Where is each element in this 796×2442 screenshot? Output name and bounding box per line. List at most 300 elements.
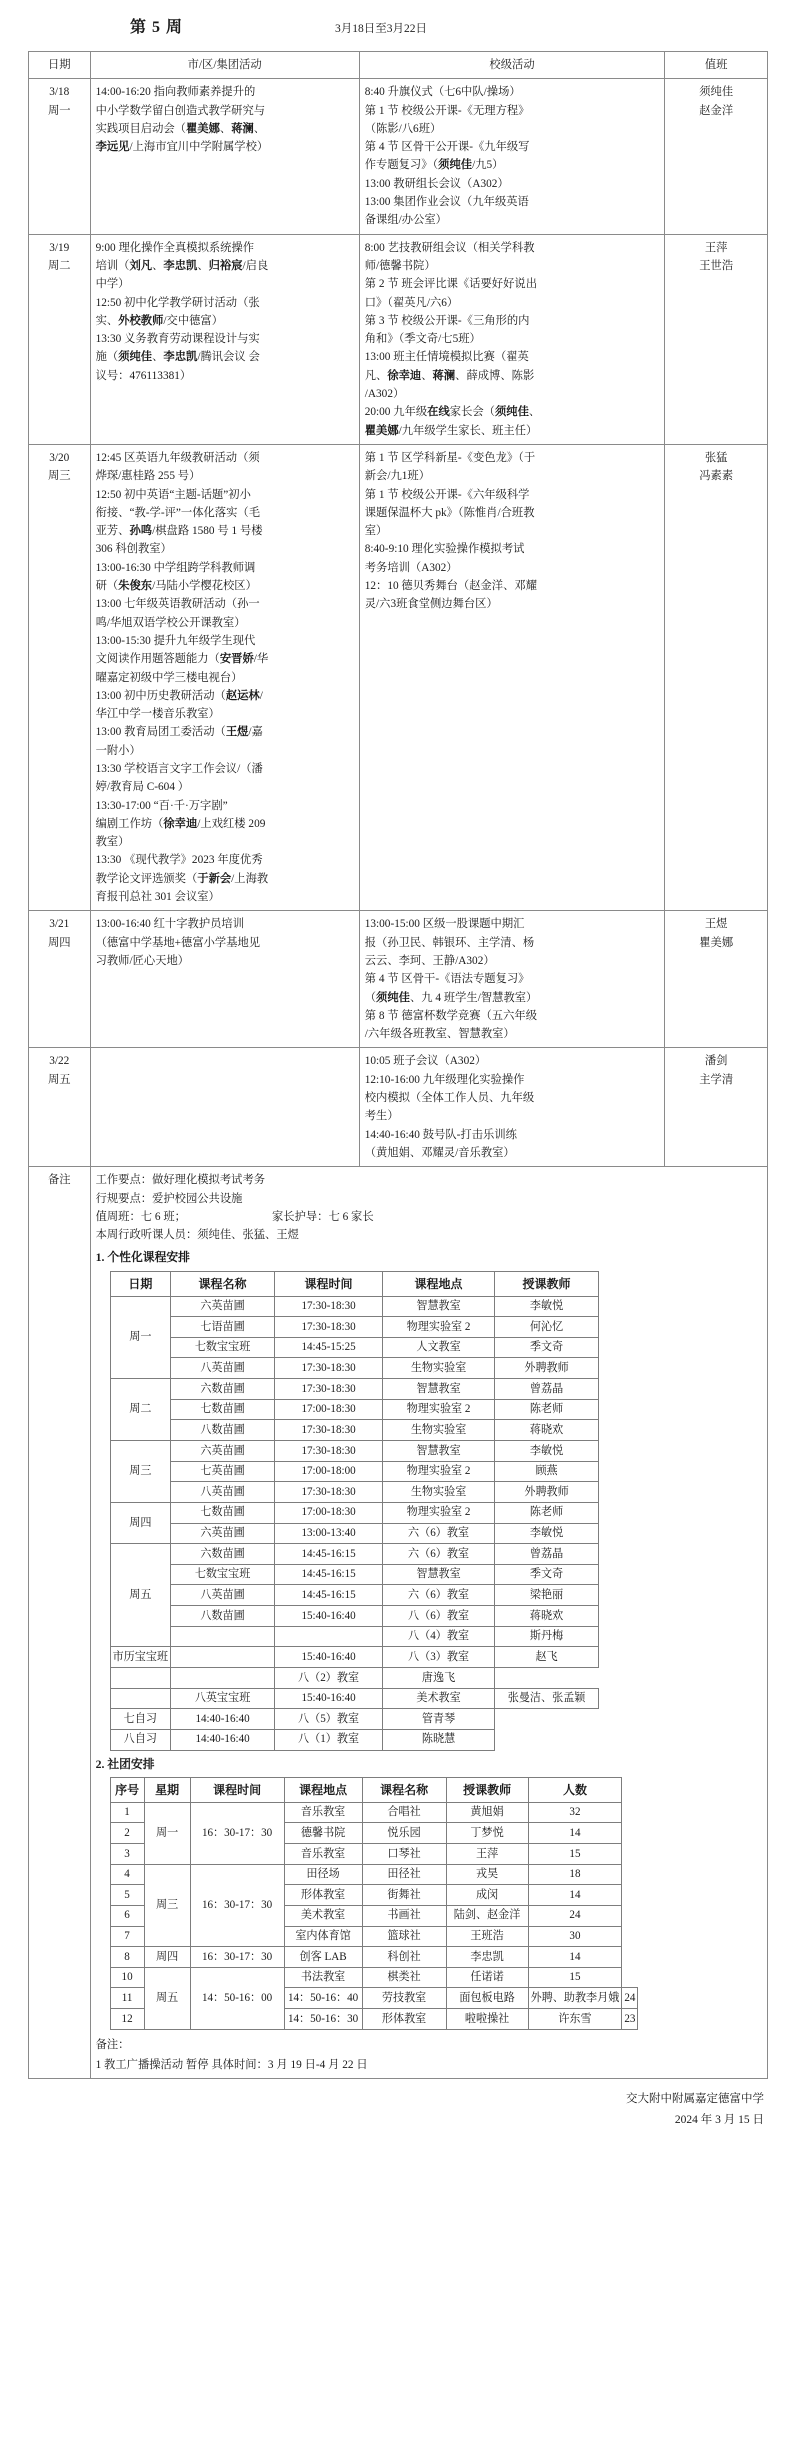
pc-course-time: 17:30-18:30 [275,1296,383,1317]
pc-course-place: 智慧教室 [383,1379,495,1400]
activity-line: 13:00-16:30 中学组跨学科教师调 [95,561,256,574]
club-no: 12 [110,2009,144,2030]
pc-course-time [171,1668,275,1689]
pc-course-place: 生物实验室 [383,1420,495,1441]
pc-day: 周四 [110,1502,170,1543]
pc-row [110,1317,598,1338]
activity-line: 凡、徐幸迪、蒋澜、薛成博、陈影 [364,369,535,382]
notes-tail-line: 1 教工广播操活动 暂停 具体时间：3 月 19 日-4 月 22 日 [95,2058,368,2071]
pc-course-teacher: 唐逸飞 [383,1668,495,1689]
pc-day: 周五 [110,1544,170,1647]
weekday-line: 周二 [47,259,71,272]
club-count: 15 [528,1967,622,1988]
club-count: 24 [622,1988,638,2009]
pc-column-header-3: 课程地点 [383,1271,495,1296]
activity-line: （须纯佳、九 4 班学生/智慧教室） [364,991,538,1004]
duty-person: 潘剑 [704,1055,728,1068]
pc-course-name: 八数苗圃 [171,1606,275,1627]
activity-line: （陈影/八6班） [364,122,442,135]
club-no: 6 [110,1905,144,1926]
club-column-header-3: 课程地点 [284,1777,362,1802]
club-no: 10 [110,1967,144,1988]
activity-line: 作专题复习》（须纯佳/九5） [364,159,504,172]
pc-course-name: 七语苗圃 [171,1317,275,1338]
school-activities-cell [359,1048,665,1167]
pc-course-name: 六数苗圃 [171,1544,275,1565]
activity-line: 烨琛/惠桂路 255 号） [95,470,201,483]
club-count: 18 [528,1864,622,1885]
pc-course-place: 生物实验室 [383,1482,495,1503]
club-column-header-0: 序号 [110,1777,144,1802]
club-count: 32 [528,1802,622,1823]
pc-course-time: 17:00-18:00 [275,1461,383,1482]
city-activities-cell [90,911,359,1048]
activity-line: 10:05 班子会议（A302） [364,1055,487,1068]
pc-column-header-1: 课程名称 [171,1271,275,1296]
pc-course-name: 七数苗圃 [171,1502,275,1523]
personalized-courses-title: 1. 个性化课程安排 [95,1250,190,1265]
activity-line: 14:40-16:40 鼓号队-打击乐训练 [364,1128,517,1141]
pc-course-name: 八英宝宝班 [171,1688,275,1709]
activity-line: 20:00 九年级在线家长会（须纯佳、 [364,406,541,419]
duty-person: 王世浩 [699,259,734,272]
activity-line: 师/德馨书院） [364,259,436,272]
duty-person: 主学清 [699,1073,734,1086]
club-name: 街舞社 [362,1885,446,1906]
pc-row [110,1585,598,1606]
pc-row [110,1668,598,1689]
activity-line: 亚芳、孙鸣/棋盘路 1580 号 1 号楼 [95,525,263,538]
club-column-header-4: 课程名称 [362,1777,446,1802]
activity-line: 一附小） [95,744,141,757]
club-teacher: 李忠凯 [446,1947,528,1968]
activity-line: 13:00-15:30 提升九年级学生现代 [95,634,256,647]
activity-line: 婷/教育局 C-604 ） [95,781,190,794]
pc-course-place: 六（6）教室 [383,1544,495,1565]
activity-line: 中学） [95,278,130,291]
pc-course-place: 六（6）教室 [383,1585,495,1606]
activity-line: 13:00 教研组长会议（A302） [364,177,509,190]
pc-course-teacher: 陈老师 [495,1399,599,1420]
activity-line: 13:00-16:40 红十字教护员培训 [95,918,245,931]
pc-course-place: 六（6）教室 [383,1523,495,1544]
table-row [29,911,768,1048]
activity-line: 议号：476113381） [95,369,192,382]
pc-course-place: 物理实验室 2 [383,1502,495,1523]
pc-course-time: 15:40-16:40 [275,1647,383,1668]
activity-line: 第 1 节 区学科新星-《变色龙》（于 [364,451,536,464]
activity-line: 306 科创教室） [95,543,172,556]
pc-course-name: 七数宝宝班 [171,1337,275,1358]
club-time: 16：30-17：30 [190,1802,284,1864]
pc-course-place: 物理实验室 2 [383,1399,495,1420]
pc-row [110,1296,598,1317]
pc-course-teacher: 陈晓慧 [383,1729,495,1750]
pc-course-time: 14:40-16:40 [171,1729,275,1750]
activity-line: 13:00 班主任情境模拟比赛（翟英 [364,351,529,364]
pc-day: 周三 [110,1441,170,1503]
club-place: 美术教室 [284,1905,362,1926]
pc-course-place: 八（2）教室 [275,1668,383,1689]
activity-line: 中小学数学留白创造式教学研究与 [95,104,266,117]
activity-line: 课题保温杯大 pk》（陈惟肖/合班教 [364,506,535,519]
activity-line: 编剧工作坊（徐幸迪/上戏红楼 209 [95,817,266,830]
page-title: 第 5 周 [130,19,184,36]
pc-course-name: 六数苗圃 [171,1379,275,1400]
activity-line: 室） [364,525,388,538]
pc-row [110,1420,598,1441]
activity-line: 培训（刘凡、李忠凯、归裕宸/启良 [95,259,269,272]
activity-line: 校内模拟（全体工作人员、九年级 [364,1092,535,1105]
activity-line: 13:00 集团作业会议（九年级英语 [364,196,529,209]
activity-line: 第 8 节 德富杯数学竞赛（五六年级 [364,1009,537,1022]
pc-row [110,1688,598,1709]
pc-course-teacher: 蒋晓欢 [495,1420,599,1441]
club-place: 创客 LAB [284,1947,362,1968]
pc-course-name: 七数宝宝班 [171,1564,275,1585]
duty-cell [665,911,768,1048]
pc-course-teacher: 梁艳丽 [495,1585,599,1606]
activity-line: 教学论文评选颁奖（于新会/上海教 [95,872,269,885]
club-count: 30 [528,1926,622,1947]
club-row [110,1864,638,1885]
clubs-title: 2. 社团安排 [95,1756,155,1771]
footer-date: 2024 年 3 月 15 日 [674,2113,764,2126]
pc-course-time: 14:45-15:25 [275,1337,383,1358]
pc-course-name [110,1668,170,1689]
activity-line: 第 4 节 区骨干公开课-《九年级写 [364,141,530,154]
club-column-header-5: 授课教师 [446,1777,528,1802]
table-row [29,79,768,234]
club-no: 7 [110,1926,144,1947]
date-cell [29,234,91,444]
club-no: 2 [110,1823,144,1844]
date-cell [29,79,91,234]
pc-course-teacher: 李敏悦 [495,1523,599,1544]
duty-class-line: 值周班：七 6 班； 家长护导：七 6 家长 [95,1210,374,1223]
club-name: 啦啦操社 [446,2009,528,2030]
pc-day [110,1688,170,1709]
activity-line: 第 1 节 校级公开课-《六年级科学 [364,488,530,501]
pc-course-time: 17:00-18:30 [275,1399,383,1420]
pc-course-name [171,1626,275,1647]
pc-course-time: 15:40-16:40 [275,1606,383,1627]
pc-course-teacher: 曾荔晶 [495,1544,599,1565]
activity-line: 第 2 节 班会评比课《话要好好说出 [364,278,537,291]
footer-school-name: 交大附中附属嘉定德富中学 [626,2092,764,2105]
date-line: 3/22 [49,1055,70,1068]
date-range: 3月18日至3月22日 [335,23,428,35]
pc-column-header-0: 日期 [110,1271,170,1296]
pc-course-place: 美术教室 [383,1688,495,1709]
activity-line: 13:00-15:00 区级一股课题中期汇 [364,918,525,931]
activity-line: 灵/六3班食堂侧边舞台区） [364,598,498,611]
pc-row [110,1729,598,1750]
activity-line: 13:30-17:00 “百·千·万字剧” [95,799,228,812]
club-place: 形体教室 [362,2009,446,2030]
pc-course-name: 八数苗圃 [171,1420,275,1441]
club-teacher: 王萍 [446,1844,528,1865]
club-count: 14 [528,1947,622,1968]
activity-line: /A302） [364,388,405,401]
club-teacher: 成闵 [446,1885,528,1906]
pc-course-time: 17:30-18:30 [275,1317,383,1338]
activity-line: 12：10 德贝秀舞台（赵金洋、邓耀 [364,580,537,593]
city-activities-cell [90,234,359,444]
activity-line: 备课组/办公室） [364,214,447,227]
city-activities-cell [90,1048,359,1167]
activity-line: 8:40 升旗仪式（七6中队/操场） [364,86,521,99]
club-name: 书画社 [362,1905,446,1926]
activity-line: 文阅读作用题答题能力（安晋娇/华 [95,653,269,666]
pc-row [110,1358,598,1379]
pc-course-name: 七数苗圃 [171,1399,275,1420]
table-header-row [110,1271,598,1296]
activity-line: 角和》（季文奇/七5班） [364,333,481,346]
duty-person: 王萍 [704,241,728,254]
duty-cell [665,234,768,444]
pc-course-name: 七自习 [110,1709,170,1730]
activity-line: 13:30 《现代教学》2023 年度优秀 [95,854,263,867]
city-activities-cell [90,444,359,910]
activity-line: 云云、李珂、王静/A302） [364,954,495,967]
duty-cell [665,444,768,910]
pc-course-teacher: 蒋晓欢 [495,1606,599,1627]
table-row [29,234,768,444]
activity-line: 12:10-16:00 九年级理化实验操作 [364,1073,525,1086]
pc-course-place: 智慧教室 [383,1441,495,1462]
pc-course-teacher: 外聘教师 [495,1482,599,1503]
activity-line: 第 1 节 校级公开课-《无理方程》 [364,104,530,117]
weekday-line: 周三 [47,470,71,483]
club-place: 书法教室 [284,1967,362,1988]
pc-course-teacher: 张曼洁、张孟颖 [495,1688,599,1709]
clubs-table [110,1777,639,2030]
club-teacher: 外聘、助教李月娥 [528,1988,622,2009]
duty-person: 张猛 [704,451,728,464]
date-cell [29,911,91,1048]
club-time: 16：30-17：30 [190,1864,284,1947]
school-activities-cell [359,911,665,1048]
pc-course-time: 17:30-18:30 [275,1420,383,1441]
pc-course-time: 17:30-18:30 [275,1379,383,1400]
note-line: 行规要点：爱护校园公共设施 [95,1192,243,1205]
activity-line: 第 3 节 校级公开课-《三角形的内 [364,314,530,327]
date-line: 3/19 [49,241,70,254]
club-name: 田径社 [362,1864,446,1885]
pc-row [110,1709,598,1730]
pc-course-time: 17:30-18:30 [275,1482,383,1503]
activity-line: 9:00 理化操作全真模拟系统操作 [95,241,255,254]
duty-person: 冯素素 [699,470,734,483]
club-place: 德馨书院 [284,1823,362,1844]
activity-line: 报（孙卫民、韩银环、主学清、杨 [364,936,535,949]
club-row [110,1967,638,1988]
activity-line: 研（朱俊东/马陆小学樱花校区） [95,580,257,593]
activity-line: （黄旭娟、邓耀灵/音乐教室） [364,1146,515,1159]
personalized-courses-table [110,1271,599,1751]
activity-line: 13:30 义务教育劳动课程设计与实 [95,333,260,346]
date-line: 3/21 [49,918,70,931]
pc-row [110,1441,598,1462]
activity-line: 衔接、“教-学-评”一体化落实（毛 [95,506,260,519]
pc-course-teacher: 何沁忆 [495,1317,599,1338]
weekday-line: 周一 [47,104,71,117]
pc-course-place: 人文教室 [383,1337,495,1358]
activity-line: （德富中学基地+德富小学基地见 [95,936,261,949]
activity-line: 口》（翟英凡/六6） [364,296,459,309]
club-place: 音乐教室 [284,1802,362,1823]
pc-course-time: 15:40-16:40 [275,1688,383,1709]
activity-line: 13:00 初中历史教研活动（赵运林/ [95,689,263,702]
activity-line: 考生） [364,1110,399,1123]
club-column-header-6: 人数 [528,1777,622,1802]
pc-course-name [171,1647,275,1668]
pc-course-place: 八（1）教室 [275,1729,383,1750]
pc-course-teacher: 赵飞 [495,1647,599,1668]
notes-tail-title: 备注： [95,2038,130,2051]
pc-row [110,1606,598,1627]
club-place: 田径场 [284,1864,362,1885]
activity-line: 华江中学一楼音乐教室） [95,708,220,721]
pc-column-header-2: 课程时间 [275,1271,383,1296]
pc-row [110,1461,598,1482]
pc-course-teacher: 曾荔晶 [495,1379,599,1400]
pc-course-time [275,1626,383,1647]
pc-course-place: 智慧教室 [383,1296,495,1317]
pc-row [110,1337,598,1358]
club-name: 口琴社 [362,1844,446,1865]
club-place: 劳技教室 [362,1988,446,2009]
pc-row [110,1379,598,1400]
admin-observers-line: 本周行政听课人员：须纯佳、张猛、王煜 [95,1229,299,1242]
club-teacher: 戎昊 [446,1864,528,1885]
pc-course-teacher: 外聘教师 [495,1358,599,1379]
date-line: 3/18 [49,86,70,99]
activity-line: 8:40-9:10 理化实验操作模拟考试 [364,543,525,556]
activity-line: 实践项目启动会（瞿美娜、蒋澜、 [95,122,266,135]
club-place: 室内体育馆 [284,1926,362,1947]
club-teacher: 丁梦悦 [446,1823,528,1844]
note-line: 工作要点：做好理化模拟考试考务 [95,1174,266,1187]
table-row [29,1048,768,1167]
document-header [0,0,796,51]
pc-course-teacher: 季文奇 [495,1337,599,1358]
table-header-row [29,52,768,79]
activity-line: 考务培训（A302） [364,561,458,574]
club-count: 14 [528,1885,622,1906]
notes-body [90,1167,767,2079]
duty-person: 瞿美娜 [699,936,734,949]
pc-row [110,1523,598,1544]
club-no: 1 [110,1802,144,1823]
activity-line: 教室） [95,836,130,849]
pc-row [110,1647,598,1668]
column-header-0: 日期 [29,52,91,79]
pc-day: 周二 [110,1379,170,1441]
club-time: 14：50-16：00 [190,1967,284,2029]
pc-row [110,1544,598,1565]
table-header-row [110,1777,638,1802]
pc-course-teacher: 季文奇 [495,1564,599,1585]
club-count: 24 [528,1905,622,1926]
pc-course-teacher: 李敏悦 [495,1441,599,1462]
activity-line: 12:50 初中英语“主题-话题”初小 [95,488,251,501]
pc-course-time: 14:45-16:15 [275,1585,383,1606]
club-day: 周一 [144,1802,190,1864]
duty-cell [665,79,768,234]
pc-course-place: 八（3）教室 [383,1647,495,1668]
pc-row [110,1482,598,1503]
pc-course-time: 14:45-16:15 [275,1544,383,1565]
table-row [29,444,768,910]
pc-course-place: 八（6）教室 [383,1606,495,1627]
city-activities-cell [90,79,359,234]
activity-line: 13:00 教育局团工委活动（王煜/嘉 [95,726,263,739]
club-name: 面包板电路 [446,1988,528,2009]
activity-line: 习教师/匠心天地） [95,954,190,967]
pc-course-teacher: 陈老师 [495,1502,599,1523]
club-name: 棋类社 [362,1967,446,1988]
column-header-2: 校级活动 [359,52,665,79]
club-time: 14：50-16：40 [284,1988,362,2009]
pc-course-place: 物理实验室 2 [383,1461,495,1482]
duty-person: 须纯佳 [699,86,734,99]
activity-line: 第 4 节 区骨干-《语法专题复习》 [364,973,530,986]
club-place: 音乐教室 [284,1844,362,1865]
pc-course-name: 八英苗圃 [171,1358,275,1379]
club-day: 周三 [144,1864,190,1947]
club-row [110,1802,638,1823]
pc-row [110,1399,598,1420]
school-activities-cell [359,234,665,444]
activity-line: 鸣/华旭双语学校公开课教室） [95,616,246,629]
activity-line: 曜嘉定初级中学三楼电视台） [95,671,243,684]
club-teacher: 黄旭娟 [446,1802,528,1823]
club-name: 合唱社 [362,1802,446,1823]
activity-line: 13:00 七年级英语教研活动（孙一 [95,598,260,611]
activity-line: 瞿美娜/九年级学生家长、班主任） [364,424,538,437]
pc-course-time: 17:00-18:30 [275,1502,383,1523]
club-no: 11 [110,1988,144,2009]
pc-course-place: 八（4）教室 [383,1626,495,1647]
pc-day: 周一 [110,1296,170,1379]
pc-course-place: 智慧教室 [383,1564,495,1585]
club-teacher: 王班浩 [446,1926,528,1947]
school-activities-cell [359,444,665,910]
pc-course-teacher: 斯丹梅 [495,1626,599,1647]
pc-course-name: 八英苗圃 [171,1585,275,1606]
pc-column-header-4: 授课教师 [495,1271,599,1296]
club-count: 15 [528,1844,622,1865]
pc-row [110,1564,598,1585]
pc-row [110,1502,598,1523]
club-row [110,1947,638,1968]
document-footer [28,2089,768,2130]
pc-course-place: 生物实验室 [383,1358,495,1379]
club-teacher: 陆剑、赵金洋 [446,1905,528,1926]
date-line: 3/20 [49,451,70,464]
club-count: 23 [622,2009,638,2030]
date-cell [29,1048,91,1167]
column-header-1: 市/区/集团活动 [90,52,359,79]
duty-person: 赵金洋 [699,104,734,117]
pc-course-teacher: 李敏悦 [495,1296,599,1317]
pc-day: 市历宝宝班 [110,1647,170,1668]
pc-course-place: 物理实验室 2 [383,1317,495,1338]
club-day: 周五 [144,1967,190,2029]
activity-line: 14:00-16:20 指向教师素养提升的 [95,86,256,99]
